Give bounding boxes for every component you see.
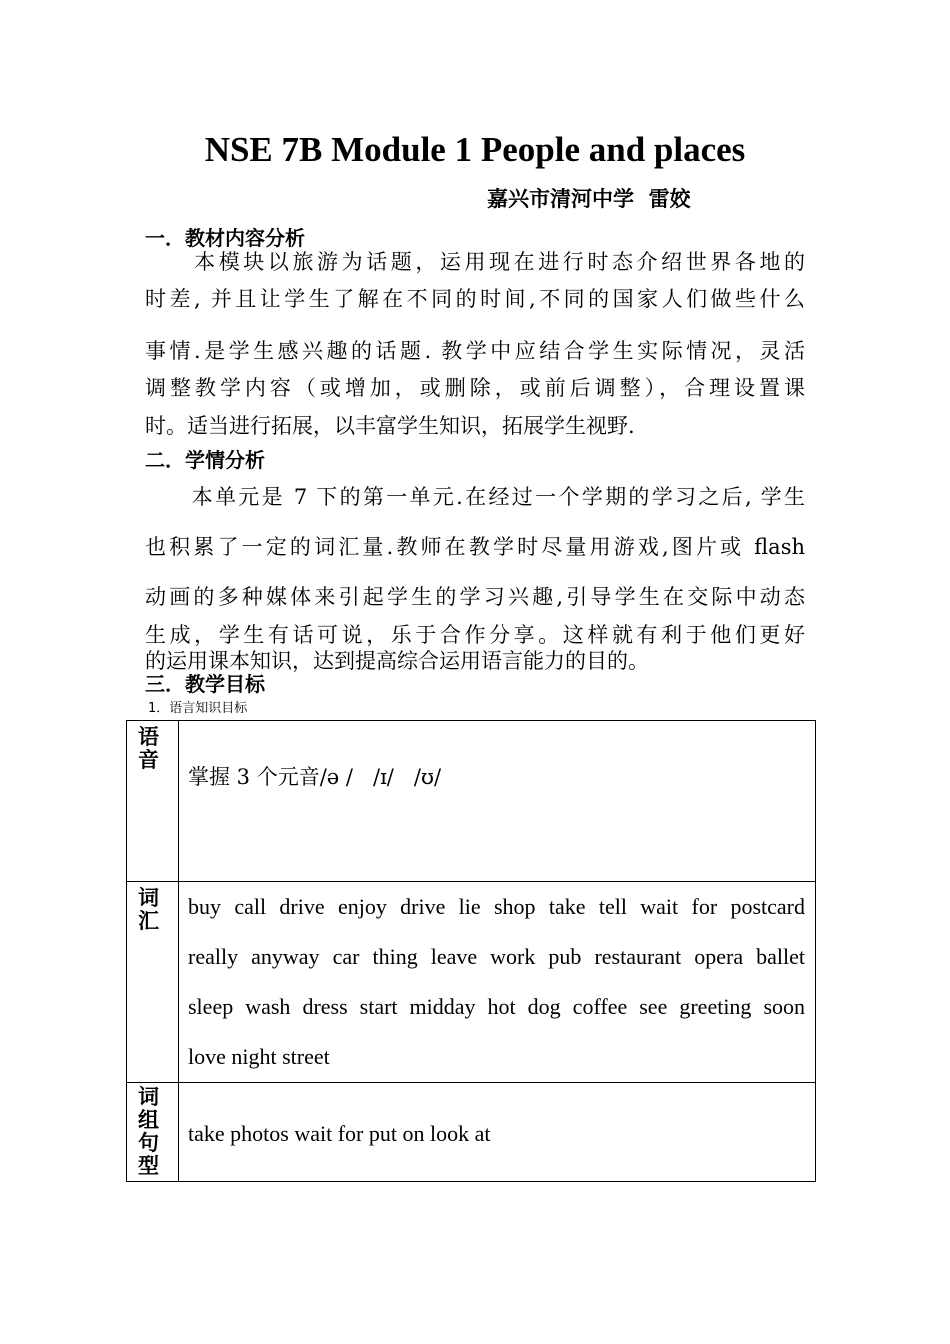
category-label: 词汇 xyxy=(138,886,159,933)
phonetics-text: 掌握 3 个元音/ə / /ɪ/ /ʊ/ xyxy=(188,765,442,789)
paragraph-line: 时差, 并且让学生了解在不同的时间,不同的国家人们做些什么 xyxy=(145,287,805,311)
section-heading-teaching-goals: 三．教学目标 xyxy=(145,672,265,696)
page-title: NSE 7B Module 1 People and places xyxy=(204,130,746,169)
paragraph-line: 动画的多种媒体来引起学生的学习兴趣,引导学生在交际中动态 xyxy=(145,585,805,609)
table-row xyxy=(127,1083,816,1182)
section-body-textbook-analysis xyxy=(145,246,805,445)
vocabulary-line: love night street xyxy=(188,1044,330,1069)
paragraph-line: 也积累了一定的词汇量.教师在教学时尽量用游戏,图片或 flash xyxy=(145,535,805,559)
goals-table xyxy=(126,720,816,1182)
content-cell-vocabulary xyxy=(179,882,816,1083)
section-body-learner-analysis xyxy=(145,478,805,674)
paragraph-line: 的运用课本知识，达到提高综合运用语言能力的目的。 xyxy=(145,649,649,673)
vocabulary-text xyxy=(188,882,805,1082)
vocabulary-line: really anyway car thing leave work pub restaurant opera ballet xyxy=(188,944,805,969)
category-cell-phrases xyxy=(127,1083,179,1182)
paragraph-line: 调整教学内容（或增加，或删除，或前后调整），合理设置课 xyxy=(145,376,805,400)
paragraph-line: 时。适当进行拓展，以丰富学生知识，拓展学生视野. xyxy=(145,414,635,438)
content-cell-phonetics xyxy=(179,721,816,882)
table-row xyxy=(127,721,816,882)
paragraph-line: 本单元是 7 下的第一单元.在经过一个学期的学习之后, 学生 xyxy=(145,485,805,509)
category-label: 词组句型 xyxy=(138,1085,159,1178)
paragraph-line: 本模块以旅游为话题，运用现在进行时态介绍世界各地的 xyxy=(145,250,805,274)
table-row xyxy=(127,882,816,1083)
vocabulary-line: sleep wash dress start midday hot dog coffee see greeting soon xyxy=(188,994,805,1019)
content-cell-phrases xyxy=(179,1083,816,1182)
section-heading-learner-analysis: 二．学情分析 xyxy=(145,448,265,472)
vocabulary-line: buy call drive enjoy drive lie shop take tell wait for postcard xyxy=(188,894,805,919)
paragraph-line: 事情.是学生感兴趣的话题. 教学中应结合学生实际情况，灵活 xyxy=(145,339,805,363)
author-line: 嘉兴市清河中学 雷姣 xyxy=(487,187,691,211)
category-cell-phonetics xyxy=(127,721,179,882)
paragraph-line: 生成，学生有话可说，乐于合作分享。这样就有利于他们更好 xyxy=(145,623,805,647)
category-label: 语音 xyxy=(138,725,159,772)
category-cell-vocabulary xyxy=(127,882,179,1083)
subheading-language-knowledge: 1．语言知识目标 xyxy=(148,701,248,716)
phrases-text: take photos wait for put on look at xyxy=(188,1121,491,1146)
section-heading-textbook-analysis: 一．教材内容分析 xyxy=(145,226,305,250)
